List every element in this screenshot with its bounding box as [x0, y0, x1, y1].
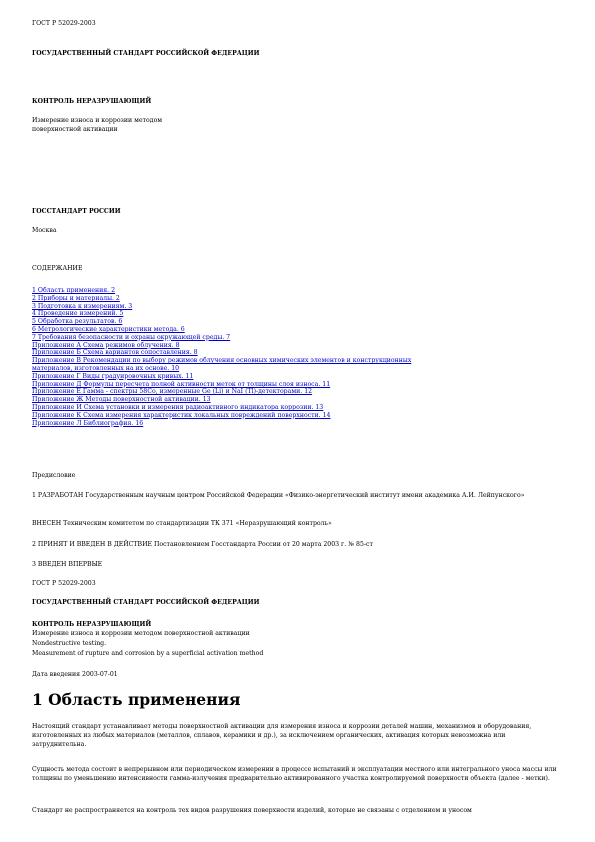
toc-link[interactable]: 2 Приборы и материалы. 2 [32, 294, 120, 302]
subject-line-2: поверхностной активации [32, 126, 118, 133]
section-1-title: 1 Область применения [32, 690, 241, 709]
toc-item[interactable] [32, 349, 411, 357]
toc-item[interactable] [32, 287, 411, 295]
effective-date: Дата введения 2003-07-01 [32, 671, 118, 678]
toc-link[interactable]: 1 Область применения. 2 [32, 287, 116, 294]
toc-link[interactable]: 6 Метрологические характеристики метода. 6 [32, 325, 185, 333]
toc-link[interactable]: Приложение В Рекомендации по выбору режимов облучения основных химических элементов и конструкционных [32, 357, 412, 365]
toc-link[interactable]: Приложение Л Библиография. 16 [32, 419, 144, 427]
preface-item-1: 1 РАЗРАБОТАН Государственным научным центром Российской Федерации «Физико-энергетический институт имени академика А.И. Лейпунского» [32, 492, 525, 499]
toc-link[interactable]: Приложение К Схема измерения характеристик локальных повреждений поверхности. 14 [32, 411, 331, 419]
control-title: КОНТРОЛЬ НЕРАЗРУШАЮЩИЙ [32, 98, 152, 105]
toc-link[interactable]: 3 Подготовка к измерениям. 3 [32, 302, 133, 310]
toc-item[interactable] [32, 342, 411, 350]
toc-item[interactable] [32, 396, 411, 404]
doc-number: ГОСТ Р 52029-2003 [32, 20, 96, 27]
preface-item-1b: ВНЕСЕН Техническим комитетом по стандартизации ТК 371 «Неразрушающий контроль» [32, 520, 332, 527]
toc-link[interactable]: Приложение Ж Методы поверхностной активации. 13 [32, 396, 211, 404]
toc-item[interactable] [32, 388, 411, 396]
toc-item[interactable] [32, 334, 411, 342]
subject-line-1: Измерение износа и коррозии методом [32, 117, 163, 124]
toc-item[interactable] [32, 373, 411, 381]
toc-link[interactable]: Приложение Д Формулы пересчета полной активности меток от толщины слоя износа. 11 [32, 380, 331, 388]
toc-link[interactable]: Приложение Г Виды градуировочных кривых. 11 [32, 372, 194, 380]
toc-link[interactable]: материалов, изготовленных на их основе. 10 [32, 364, 180, 372]
toc-item[interactable] [32, 357, 411, 365]
english-title-1: Nondestructive testing. [32, 640, 107, 647]
standard-title: ГОСУДАРСТВЕННЫЙ СТАНДАРТ РОССИЙСКОЙ ФЕДЕРАЦИИ [32, 50, 260, 57]
publisher: ГОССТАНДАРТ РОССИИ [32, 208, 121, 215]
city: Москва [32, 227, 57, 234]
preface-item-3: 3 ВВЕДЕН ВПЕРВЫЕ [32, 561, 103, 568]
toc-link[interactable]: 7 Требования безопасности и охраны окружающей среды. 7 [32, 333, 231, 341]
preface-heading: Предисловие [32, 472, 76, 479]
section-1-paragraph-2: Сущность метода состоит в непрерывном или периодическом измерении в процессе испытаний и эксплуатации местного или интегрального уноса массы или толщины по уменьшению интенсивности гамма-излучения предварительно активированного участка контролируемой поверхности объекта (далее - метки). [32, 766, 557, 782]
body-control-title: КОНТРОЛЬ НЕРАЗРУШАЮЩИЙ [32, 621, 152, 628]
table-of-contents [32, 287, 411, 427]
body-standard-title: ГОСУДАРСТВЕННЫЙ СТАНДАРТ РОССИЙСКОЙ ФЕДЕРАЦИИ [32, 599, 260, 606]
body-doc-number: ГОСТ Р 52029-2003 [32, 580, 96, 587]
body-subject: Измерение износа и коррозии методом поверхностной активации [32, 630, 250, 637]
english-title-2: Measurement of rupture and corrosion by a superficial activation method [32, 650, 264, 657]
toc-link[interactable]: Приложение Б Схема вариантов сопоставления. 8 [32, 349, 198, 357]
toc-link[interactable]: Приложение И Схема установки и измерения радиоактивного индикатора коррозии. 13 [32, 403, 324, 411]
toc-item[interactable] [32, 295, 411, 303]
toc-item[interactable] [32, 303, 411, 311]
toc-item[interactable] [32, 412, 411, 420]
toc-link[interactable]: Приложение А Схема режимов облучения. 8 [32, 341, 180, 349]
toc-heading: СОДЕРЖАНИЕ [32, 265, 83, 272]
preface-item-2: 2 ПРИНЯТ И ВВЕДЕН В ДЕЙСТВИЕ Постановлением Госстандарта России от 20 марта 2003 г. № 85-ст [32, 541, 373, 548]
toc-item[interactable] [32, 365, 411, 373]
toc-item[interactable] [32, 318, 411, 326]
toc-link[interactable]: 5 Обработка результатов. 6 [32, 318, 123, 326]
section-1-paragraph-3: Стандарт не распространяется на контроль тех видов разрушения поверхности изделий, которые не связаны с отделением и уносом [32, 807, 472, 814]
toc-item[interactable] [32, 310, 411, 318]
toc-link[interactable]: 4 Проведение измерений. 5 [32, 310, 124, 318]
section-1-paragraph-1: Настоящий стандарт устанавливает методы поверхностной активации для измерения износа и коррозии деталей машин, механизмов и оборудования, изготовленных из любых материалов (металлов, сплавов, керамики и др.), за исключением органических, активация которых невозможна или затруднительна. [32, 723, 532, 748]
toc-item[interactable] [32, 404, 411, 412]
toc-link[interactable]: Приложение Е Гамма - спектры 58Co, измеренные Ge (Li) и NaI (Tl)-детекторами. 12 [32, 388, 313, 396]
toc-item[interactable] [32, 420, 411, 428]
toc-item[interactable] [32, 381, 411, 389]
toc-item[interactable] [32, 326, 411, 334]
